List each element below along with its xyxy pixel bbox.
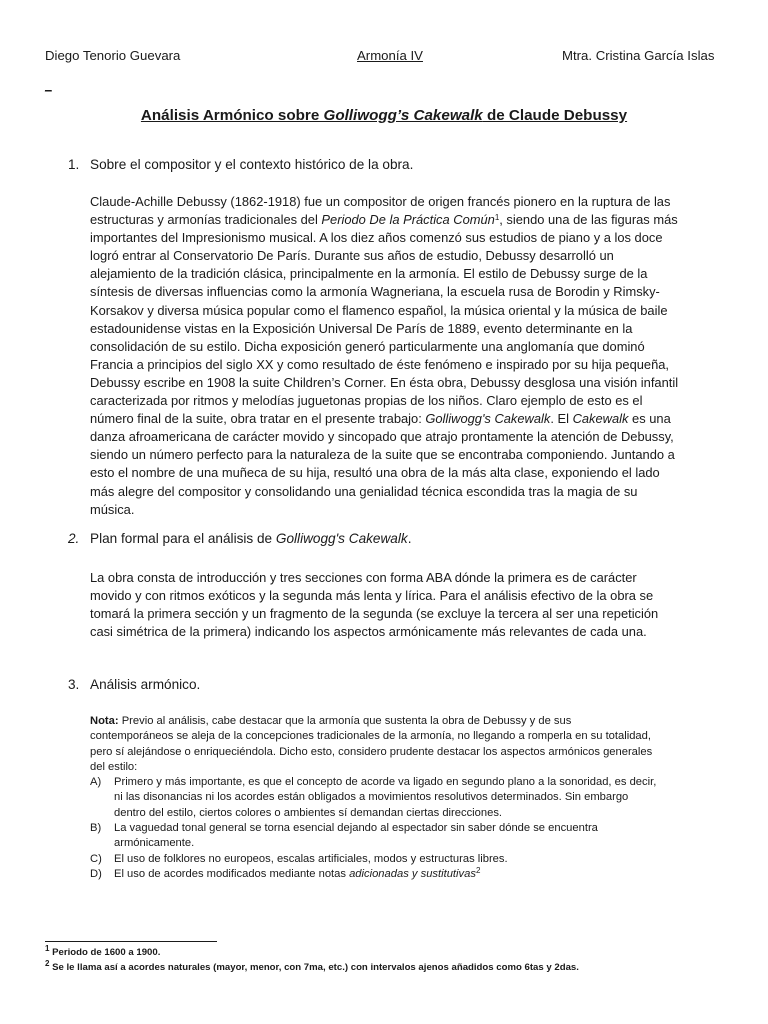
footnote-ref-2: 2 bbox=[475, 865, 481, 875]
text-line: Nota: Previo al análisis, cabe destacar que la armonía que sustenta la obra de Debussy y de sus bbox=[90, 715, 572, 727]
title-work: Golliwogg’s Cakewalk bbox=[323, 107, 483, 124]
text-line: armónicamente. bbox=[114, 837, 195, 850]
text-line: La obra consta de introducción y tres secciones con forma ABA dónde la primera es de carácter bbox=[90, 570, 637, 585]
section-2-number: 2. bbox=[68, 531, 80, 546]
text-line: casi simétrica de la primera) indicando los aspectos armónicamente más relevantes de cada una. bbox=[90, 624, 647, 640]
text-line: siendo un número perfecto para la naturaleza de la suite que se encontraba componiendo. Juntando a bbox=[90, 447, 675, 463]
list-item: C) El uso de folklores no europeos, escalas artificiales, modos y estructuras libres. bbox=[90, 852, 730, 867]
text-line: número final de la suite, obra tratar en el presente trabajo: Golliwogg's Cakewalk. El Cakewalk es una bbox=[90, 411, 671, 427]
list-item: D) El uso de acordes modificados mediante notas adicionadas y sustitutivas$^2$ bbox=[90, 867, 730, 882]
footnote-separator bbox=[45, 941, 217, 942]
text-line: importantes del Impresionismo musical. A los diez años comenzó sus estudios de piano y a los doce bbox=[90, 230, 663, 246]
section-3-title: Análisis armónico. bbox=[90, 677, 201, 692]
text-line: caracterizada por ritmos y melodías juguetonas propias de los niños. Claro ejemplo de esto es el bbox=[90, 393, 643, 409]
text-line: ni las disonancias ni los acordes están obligados a movimientos resolutivos determinados. Sin embargo bbox=[114, 791, 629, 804]
text-line: esto el nombre de una muñeca de su hija, resultó una obra de la más alta clase, exponiendo el lado bbox=[90, 465, 660, 481]
header-course: Armonía IV bbox=[357, 48, 423, 63]
section-1-number: 1. bbox=[68, 157, 80, 172]
text-line: pero sí alejándose o enriqueciéndola. Dicho esto, considero prudente destacar los aspectos armónicos generales bbox=[90, 745, 653, 758]
text-line: movido y con ritmos exóticos y la segunda más lenta y lírica. Para el análisis efectivo de la obra se bbox=[90, 588, 654, 604]
header-teacher: Mtra. Cristina García Islas bbox=[562, 48, 715, 63]
text-line: estadounidense vistas en la Exposición Universal De París de 1889, evento determinante en la bbox=[90, 320, 633, 336]
text-line: Claude-Achille Debussy (1862-1918) fue un compositor de origen francés pionero en la ruptura de las bbox=[90, 194, 671, 209]
footnote-1: $^1$ Periodo de 1600 a 1900. bbox=[45, 944, 161, 958]
section-1-paragraph bbox=[90, 193, 730, 519]
text-line: dentro del estilo, ciertos colores o ambientes sí demandan ciertas direcciones. bbox=[114, 806, 503, 819]
text-line: Korsakov y diversa música popular como el flamenco español, la música oriental y la música de baile bbox=[90, 302, 668, 318]
text-line: consolidación de su estilo. Dicha exposición generó particularmente una anglomanía que dominó bbox=[90, 338, 645, 354]
text-line: Francia a principios del siglo XX y como resultado de éste fenómeno e inspirado por su hija pequeña, bbox=[90, 356, 669, 372]
text-line: contemporáneos se aleja de la concepciones tradicionales de la armonía, no llegando a romperla en su totalidad, bbox=[90, 730, 651, 743]
list-marker: B) bbox=[90, 822, 102, 835]
text-line: música. bbox=[90, 501, 135, 517]
list-item: A) Primero y más importante, es que el concepto de acorde va ligado en segundo plano a la sonoridad, es decir, bbox=[90, 775, 730, 790]
section-1-heading bbox=[68, 157, 413, 172]
footnote-2: $^2$ Se le llama así a acordes naturales (mayor, menor, con 7ma, etc.) con intervalos ajenos añadidos como 6tas y 2das. bbox=[45, 959, 579, 973]
footnote-ref-1: 1 bbox=[494, 213, 500, 223]
text-line: danza afroamericana de carácter movido y sincopado que atrajo prontamente la atención de Debussy, bbox=[90, 429, 674, 445]
document-title bbox=[0, 107, 768, 124]
list-item: B) La vaguedad tonal general se torna esencial dejando al espectador sin saber dónde se encuentra bbox=[90, 821, 730, 836]
text-line: alejamiento de la tradición clásica, principalmente en la armonía. El estilo de Debussy surge de la bbox=[90, 266, 648, 282]
header-author: Diego Tenorio Guevara bbox=[45, 48, 181, 63]
section-2-heading: 2. Plan formal para el análisis de Golliwogg's Cakewalk. bbox=[68, 531, 412, 546]
note-label: Nota: bbox=[90, 715, 119, 727]
text-line: del estilo: bbox=[90, 760, 138, 773]
title-prefix: Análisis Armónico sobre bbox=[140, 107, 324, 124]
title-suffix: de Claude Debussy bbox=[482, 107, 628, 124]
section-3-heading bbox=[68, 677, 200, 692]
list-marker: A) bbox=[90, 776, 102, 789]
section-2-paragraph bbox=[90, 569, 730, 641]
text-line: Debussy escribe en 1908 la suite Children’s Corner. En ésta obra, Debussy desglosa una visión infantil bbox=[90, 374, 679, 390]
text-line: más alegre del compositor y consolidando una genialidad técnica escondida tras la magia de su bbox=[90, 483, 638, 499]
list-marker: C) bbox=[90, 852, 102, 865]
text-line: tomará la primera sección y un fragmento de la segunda (se excluye la tercera al ser una repetición bbox=[90, 606, 659, 622]
list-marker: D) bbox=[90, 867, 102, 880]
section-3-number: 3. bbox=[68, 677, 80, 692]
text-line: síntesis de diversas influencias como la armonía Wagneriana, la escuela rusa de Borodin y Rimsky- bbox=[90, 284, 660, 300]
note-block bbox=[90, 714, 730, 882]
section-1-title: Sobre el compositor y el contexto histórico de la obra. bbox=[90, 157, 414, 172]
header-dash: _ bbox=[45, 78, 52, 92]
text-line: estructuras y armonías tradicionales del Periodo De la Práctica Común$^1$, siendo una de las figuras más bbox=[90, 212, 678, 228]
text-line: logró entrar al Conservatorio De París. Durante sus años de estudio, Debussy desarrolló un bbox=[90, 248, 614, 264]
